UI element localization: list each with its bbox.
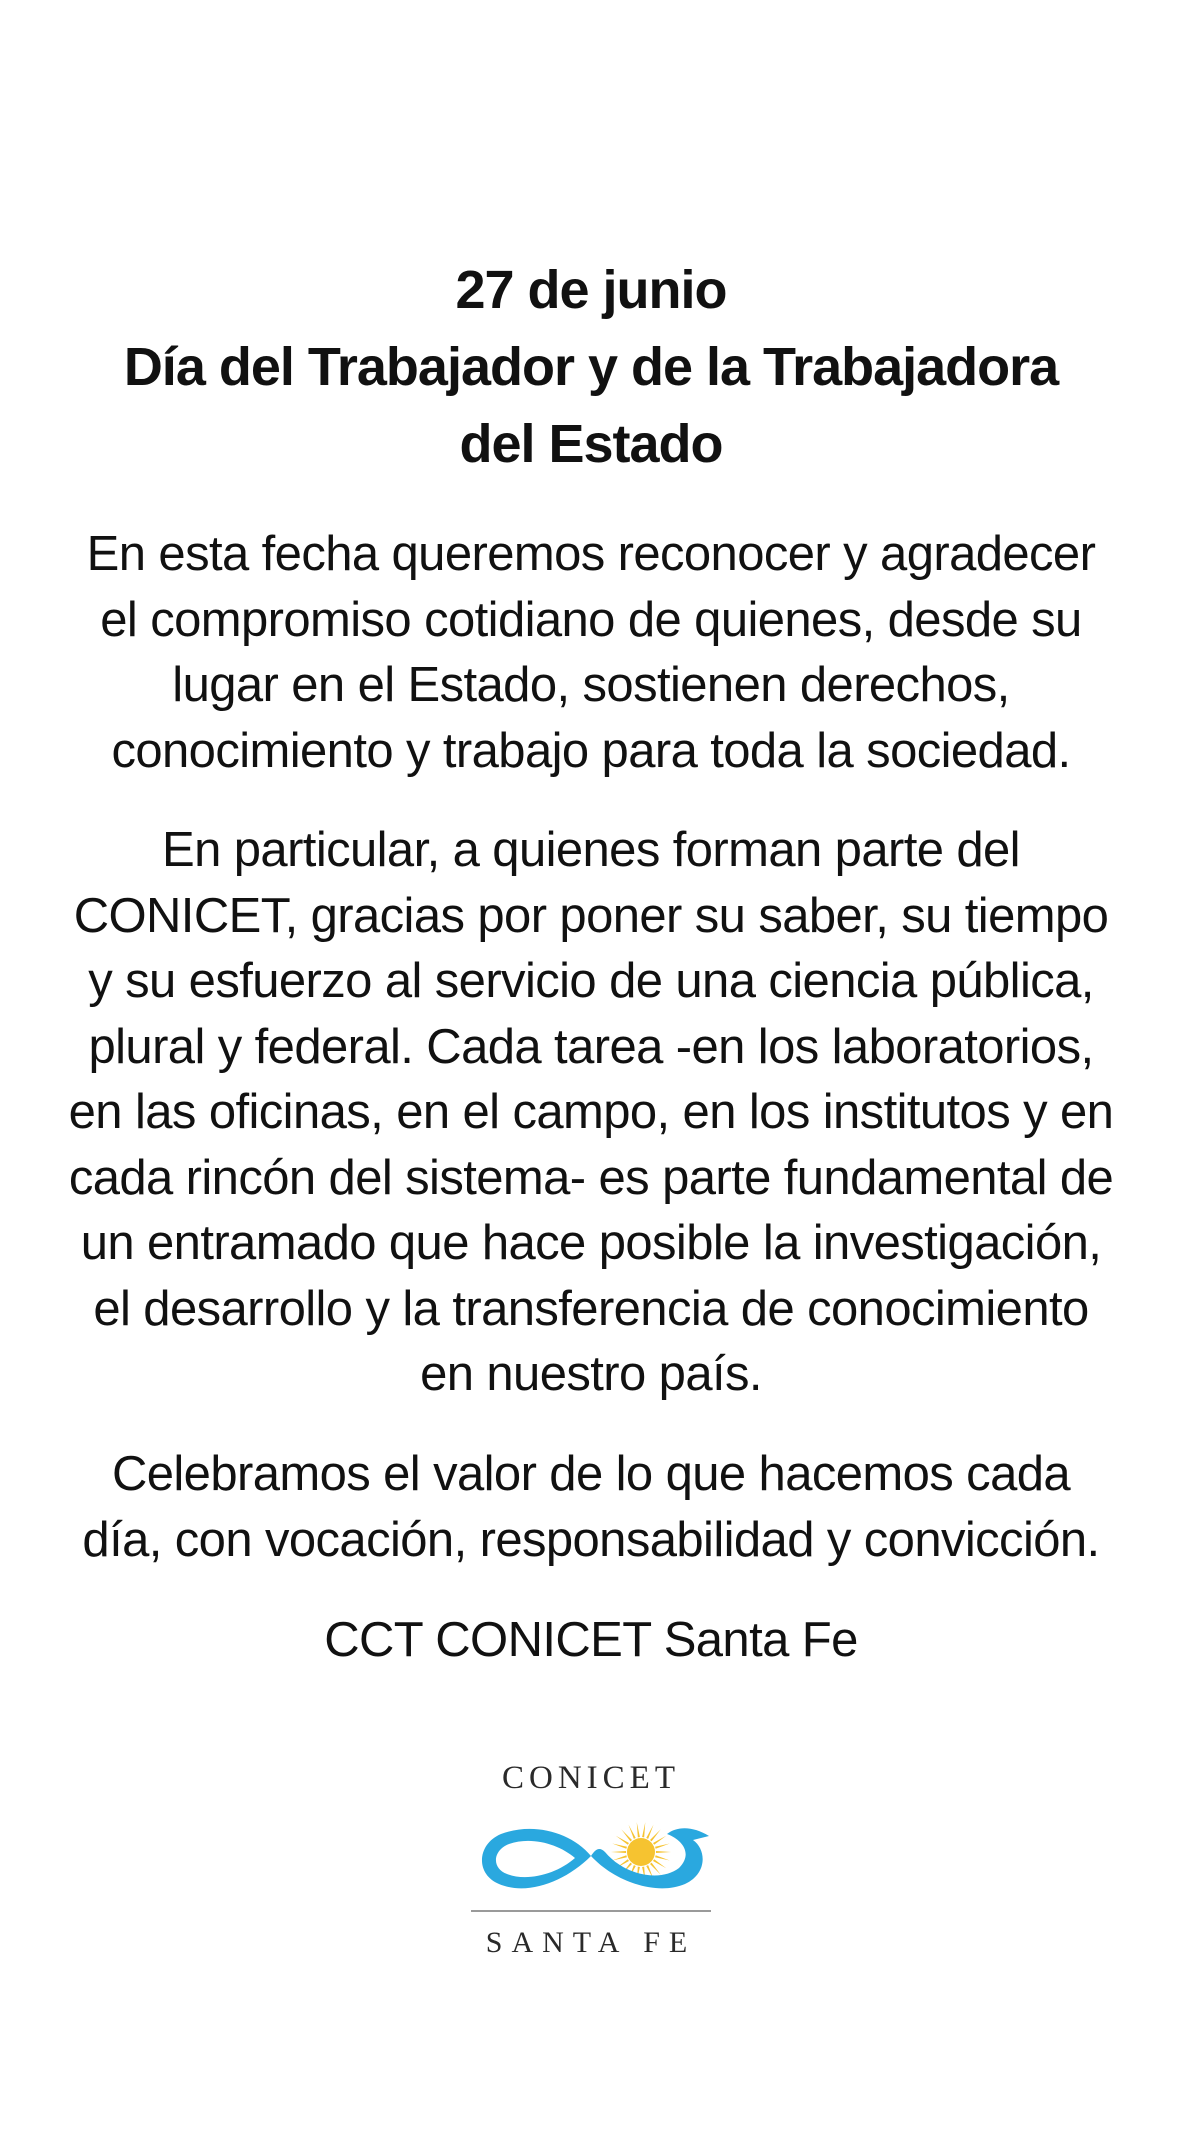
paragraph-line: En esta fecha queremos reconocer y agradecer (86, 527, 1096, 581)
title-line-3: del Estado (459, 414, 723, 474)
sun-ray (616, 1836, 629, 1845)
sun-ray (637, 1822, 640, 1837)
paragraph-line: un entramado que hace posible la investigación, (80, 1216, 1102, 1270)
logo-bottom-text: SANTA FE (485, 1926, 697, 1959)
paragraph-conicet (30, 818, 1152, 1408)
paragraph-line: el desarrollo y la transferencia de conocimiento (93, 1281, 1089, 1336)
sun-ray (655, 1855, 670, 1860)
signature-text: CCT CONICET Santa Fe (324, 1613, 858, 1667)
sun-ray (611, 1851, 626, 1853)
sun-ray (653, 1836, 666, 1845)
title-line-2: Día del Trabajador y de la Trabajadora (123, 337, 1059, 397)
logo-divider (471, 1910, 711, 1912)
paragraph-celebration (30, 1442, 1152, 1573)
paragraph-recognition (30, 522, 1152, 784)
sun-ray (642, 1822, 645, 1837)
paragraph-line: cada rincón del sistema- es parte fundamental de (68, 1150, 1114, 1205)
sun-ray (629, 1825, 636, 1839)
paragraph-line: En particular, a quienes forman parte del (162, 823, 1020, 877)
sun-ray (650, 1829, 661, 1841)
page-title (40, 252, 1142, 483)
title-date: 27 de junio (455, 260, 727, 320)
logo-top-text: CONICET (502, 1760, 680, 1796)
paragraph-line: CONICET, gracias por poner su saber, su tiempo (73, 888, 1109, 943)
sun-ray (655, 1844, 670, 1849)
paragraph-line: plural y federal. Cada tarea -en los laboratorios, (88, 1019, 1094, 1074)
infinity-left-loop (482, 1829, 591, 1888)
paragraph-line: lugar en el Estado, sostienen derechos, (172, 658, 1010, 712)
signature (30, 1608, 1152, 1674)
sun-ray (656, 1851, 671, 1853)
paragraph-line: en nuestro país. (420, 1347, 762, 1401)
sun-ray (621, 1829, 632, 1841)
sun-ray (653, 1859, 666, 1868)
paragraph-line: día, con vocación, responsabilidad y convicción. (82, 1512, 1100, 1567)
paragraph-line: en las oficinas, en el campo, en los institutos y en (68, 1085, 1114, 1139)
sun-ray (612, 1844, 627, 1849)
paragraph-line: Celebramos el valor de lo que hacemos cada (111, 1447, 1071, 1501)
sun-disc (627, 1838, 655, 1866)
sun-ray (646, 1825, 653, 1839)
sun-ray (650, 1863, 661, 1875)
paragraph-line: y su esfuerzo al servicio de una ciencia pública, (88, 954, 1094, 1008)
conicet-infinity-sun-icon (471, 1804, 711, 1904)
paragraph-line: conocimiento y trabajo para toda la sociedad. (111, 723, 1071, 778)
paragraph-line: el compromiso cotidiano de quienes, desde su (100, 592, 1082, 647)
sun-ray (612, 1855, 627, 1860)
conicet-santa-fe-logo (471, 1758, 711, 1968)
